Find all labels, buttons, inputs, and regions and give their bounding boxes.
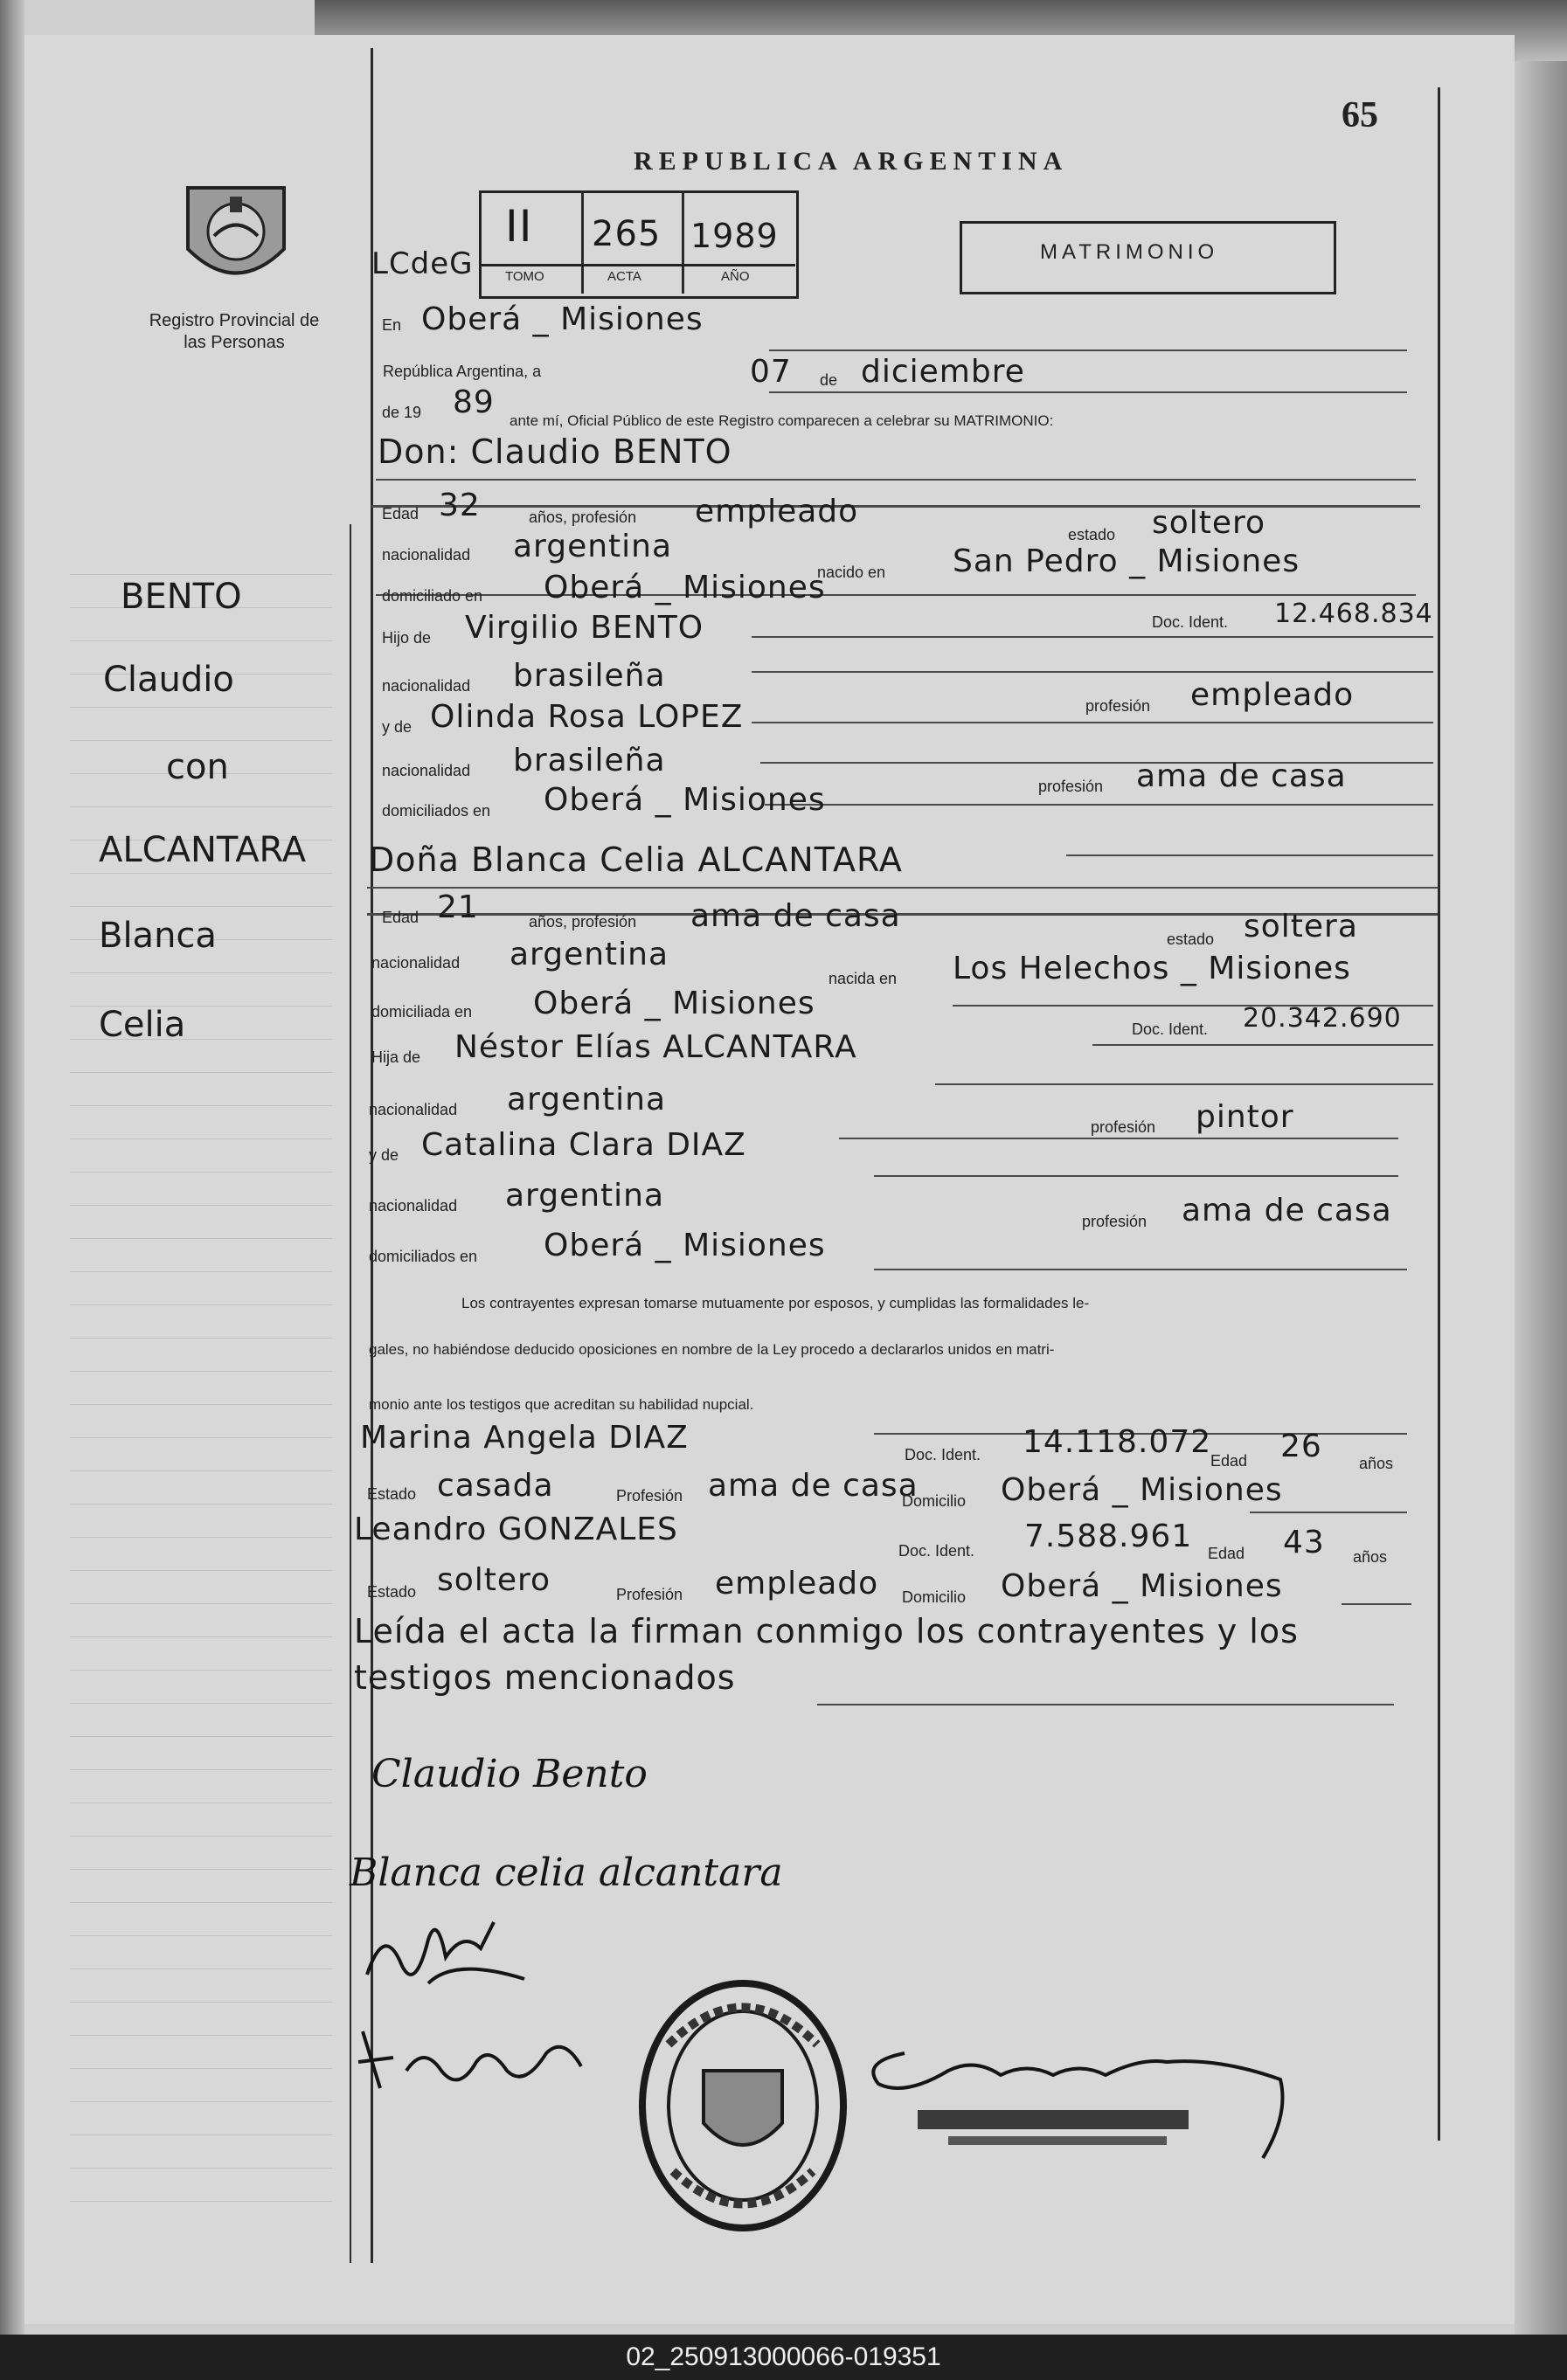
label-profesion: profesión: [1082, 1213, 1148, 1230]
official-seal-icon: [634, 1975, 852, 2237]
signature-bride: Blanca celia alcantara: [350, 1851, 783, 1895]
margin-note-line-3: con: [166, 747, 229, 787]
label-edad: Edad: [382, 909, 419, 926]
label-nacido-en: nacido en: [817, 564, 886, 581]
groom-birthplace: San Pedro _ Misiones: [953, 543, 1300, 579]
page-right-edge: [1515, 61, 1567, 2335]
coat-of-arms-icon: [179, 179, 293, 297]
witness-2-profession: empleado: [715, 1566, 879, 1602]
label-domicilio: Domicilio: [902, 1588, 967, 1606]
label-estado: estado: [1167, 931, 1215, 948]
write-line: [1066, 854, 1433, 856]
label-y-de: y de: [369, 1146, 399, 1164]
margin-note-line-2: Claudio: [103, 660, 234, 700]
book-code: LCdeG: [371, 246, 474, 281]
ruled-margin-lines: [70, 542, 332, 2219]
bride-father-profession: pintor: [1196, 1099, 1294, 1135]
label-hijo-de: Hijo de: [382, 629, 432, 647]
label-anos: años: [1359, 1455, 1394, 1472]
label-profesion: profesión: [1091, 1118, 1156, 1136]
label-estado: estado: [1068, 526, 1116, 543]
bride-nationality: argentina: [510, 937, 669, 972]
groom-age: 32: [439, 488, 481, 523]
witness-2-name: Leandro GONZALES: [354, 1512, 678, 1547]
box-label-rule: [479, 264, 795, 266]
label-domiciliados-en: domiciliados en: [382, 802, 491, 820]
label-hija-de: Hija de: [371, 1048, 421, 1066]
write-line: [765, 804, 1433, 806]
groom-id-number: 12.468.834: [1274, 598, 1433, 629]
closing-line-1: Leída el acta la firman conmigo los contrayentes y los: [354, 1612, 1299, 1650]
label-nacionalidad: nacionalidad: [382, 546, 471, 564]
write-line: [935, 1083, 1433, 1085]
label-y-de: y de: [382, 718, 413, 736]
witness-2-id-number: 7.588.961: [1024, 1519, 1193, 1554]
write-line: [752, 671, 1433, 673]
ano-label: AÑO: [721, 269, 750, 284]
label-anos-profesion: años, profesión: [529, 509, 637, 526]
margin-note-line-1: BENTO: [121, 577, 242, 617]
groom-address: Oberá _ Misiones: [544, 570, 826, 605]
groom-father-nationality: brasileña: [513, 658, 666, 694]
label-ante-mi: ante mí, Oficial Público de este Registro comparecen a celebrar su MATRIMONIO:: [510, 412, 1054, 429]
label-nacionalidad: nacionalidad: [369, 1197, 458, 1214]
label-edad: Edad: [1208, 1545, 1245, 1562]
label-en: En: [382, 316, 402, 334]
write-line: [1092, 1044, 1433, 1046]
book-spine-edge: [0, 0, 24, 2335]
witness-1-age: 26: [1280, 1429, 1322, 1464]
label-nacida-en: nacida en: [829, 970, 898, 987]
signature-groom: Claudio Bento: [371, 1752, 648, 1796]
groom-name: Don: Claudio BENTO: [378, 432, 732, 471]
box-divider-1: [581, 190, 584, 294]
groom-nationality: argentina: [513, 529, 673, 564]
bride-father: Néstor Elías ALCANTARA: [454, 1029, 857, 1065]
margin-note-line-6: Celia: [99, 1005, 186, 1045]
label-nacionalidad: nacionalidad: [382, 762, 471, 779]
label-nacionalidad: nacionalidad: [371, 954, 461, 972]
label-estado: Estado: [367, 1583, 417, 1601]
page-number: 65: [1342, 95, 1378, 135]
marriage-day: 07: [750, 354, 792, 390]
bride-marital-status: soltera: [1244, 909, 1358, 944]
bride-mother-nationality: argentina: [505, 1178, 665, 1214]
groom-parents-address: Oberá _ Misiones: [544, 782, 826, 818]
groom-mother-nationality: brasileña: [513, 743, 666, 778]
witness-1-marital-status: casada: [437, 1468, 554, 1504]
label-profesion: profesión: [1038, 778, 1104, 795]
margin-note-line-5: Blanca: [99, 916, 217, 956]
ano-value: 1989: [690, 217, 779, 255]
groom-marital-status: soltero: [1152, 505, 1266, 541]
label-anos-profesion: años, profesión: [529, 913, 637, 931]
signature-witness-1: [350, 1905, 542, 2001]
label-edad: Edad: [1210, 1452, 1248, 1470]
witness-1-name: Marina Angela DIAZ: [360, 1420, 689, 1456]
write-line: [839, 1138, 1398, 1139]
groom-profession: empleado: [695, 494, 859, 529]
act-type-label: MATRIMONIO: [1040, 240, 1219, 264]
label-domicilio: Domicilio: [902, 1492, 967, 1510]
witness-1-id-number: 14.118.072: [1023, 1424, 1212, 1460]
label-nacionalidad: nacionalidad: [369, 1101, 458, 1118]
acta-label: ACTA: [607, 269, 641, 284]
label-republica: República Argentina, a: [383, 363, 542, 380]
write-line: [1342, 1603, 1411, 1605]
label-doc-ident: Doc. Ident.: [905, 1446, 981, 1463]
marriage-year: 89: [453, 384, 495, 420]
groom-father: Virgilio BENTO: [465, 610, 704, 646]
write-line: [367, 887, 1438, 889]
label-doc-ident: Doc. Ident.: [1132, 1020, 1209, 1038]
witness-2-marital-status: soltero: [437, 1562, 551, 1598]
write-line: [752, 722, 1433, 723]
bride-father-nationality: argentina: [507, 1082, 667, 1117]
write-line: [817, 1704, 1394, 1705]
write-line: [769, 391, 1407, 393]
bride-birthplace: Los Helechos _ Misiones: [953, 951, 1351, 986]
witness-2-address: Oberá _ Misiones: [1001, 1568, 1283, 1604]
signature-witness-2: [345, 2018, 607, 2097]
witness-1-address: Oberá _ Misiones: [1001, 1472, 1283, 1508]
write-line: [1250, 1512, 1407, 1513]
write-line: [769, 349, 1407, 351]
box-divider-2: [682, 190, 684, 294]
country-heading: REPUBLICA ARGENTINA: [634, 147, 1069, 176]
write-line: [874, 1175, 1398, 1177]
declaration-line-3: monio ante los testigos que acreditan su habilidad nupcial.: [369, 1396, 754, 1413]
marriage-place: Oberá _ Misiones: [421, 301, 704, 337]
write-line: [376, 479, 1416, 481]
bride-profession: ama de casa: [690, 898, 901, 934]
groom-mother-profession: ama de casa: [1136, 758, 1347, 794]
write-line: [874, 1269, 1407, 1270]
bride-parents-address: Oberá _ Misiones: [544, 1228, 826, 1263]
label-de: de: [820, 371, 838, 389]
label-domiciliados-en: domiciliados en: [369, 1248, 478, 1265]
label-domiciliada-en: domiciliada en: [371, 1003, 473, 1020]
label-anos: años: [1353, 1548, 1388, 1566]
marriage-month: diciembre: [861, 354, 1025, 390]
margin-note-line-4: ALCANTARA: [99, 830, 307, 870]
label-profesion: profesión: [1085, 697, 1151, 715]
label-doc-ident: Doc. Ident.: [1152, 613, 1229, 631]
witness-2-age: 43: [1283, 1525, 1325, 1560]
groom-father-profession: empleado: [1190, 677, 1355, 713]
tomo-value: II: [505, 201, 533, 252]
registry-name: Registro Provincial de las Personas: [149, 311, 320, 352]
inner-vertical-rule: [350, 524, 351, 2263]
label-domiciliado-en: domiciliado en: [382, 587, 483, 605]
label-edad: Edad: [382, 505, 419, 522]
bride-mother: Catalina Clara DIAZ: [421, 1127, 746, 1163]
signature-officer: [852, 2010, 1307, 2202]
bride-address: Oberá _ Misiones: [533, 986, 815, 1021]
declaration-line-2: gales, no habiéndose deducido oposiciones en nombre de la Ley procedo a declararlos unidos en matri-: [369, 1341, 1055, 1358]
label-doc-ident: Doc. Ident.: [898, 1542, 975, 1560]
label-nacionalidad: nacionalidad: [382, 677, 471, 695]
file-identifier-bar: 02_250913000066-019351: [0, 2335, 1567, 2380]
bride-age: 21: [437, 889, 479, 925]
right-vertical-rule: [1438, 87, 1440, 2141]
write-line: [376, 594, 1416, 596]
declaration-line-1: Los contrayentes expresan tomarse mutuamente por esposos, y cumplidas las formalidades le-: [461, 1295, 1090, 1311]
label-profesion: Profesión: [616, 1586, 683, 1603]
tomo-label: TOMO: [505, 269, 544, 284]
label-estado: Estado: [367, 1485, 417, 1503]
bride-mother-profession: ama de casa: [1182, 1193, 1392, 1228]
bride-id-number: 20.342.690: [1243, 1003, 1402, 1034]
witness-1-profession: ama de casa: [708, 1468, 919, 1504]
acta-value: 265: [592, 214, 662, 254]
closing-line-2: testigos mencionados: [354, 1658, 736, 1697]
bride-name: Doña Blanca Celia ALCANTARA: [369, 841, 903, 879]
label-de-19: de 19: [382, 404, 422, 421]
groom-mother: Olinda Rosa LOPEZ: [430, 699, 744, 735]
label-profesion: Profesión: [616, 1487, 683, 1505]
write-line: [752, 636, 1433, 638]
